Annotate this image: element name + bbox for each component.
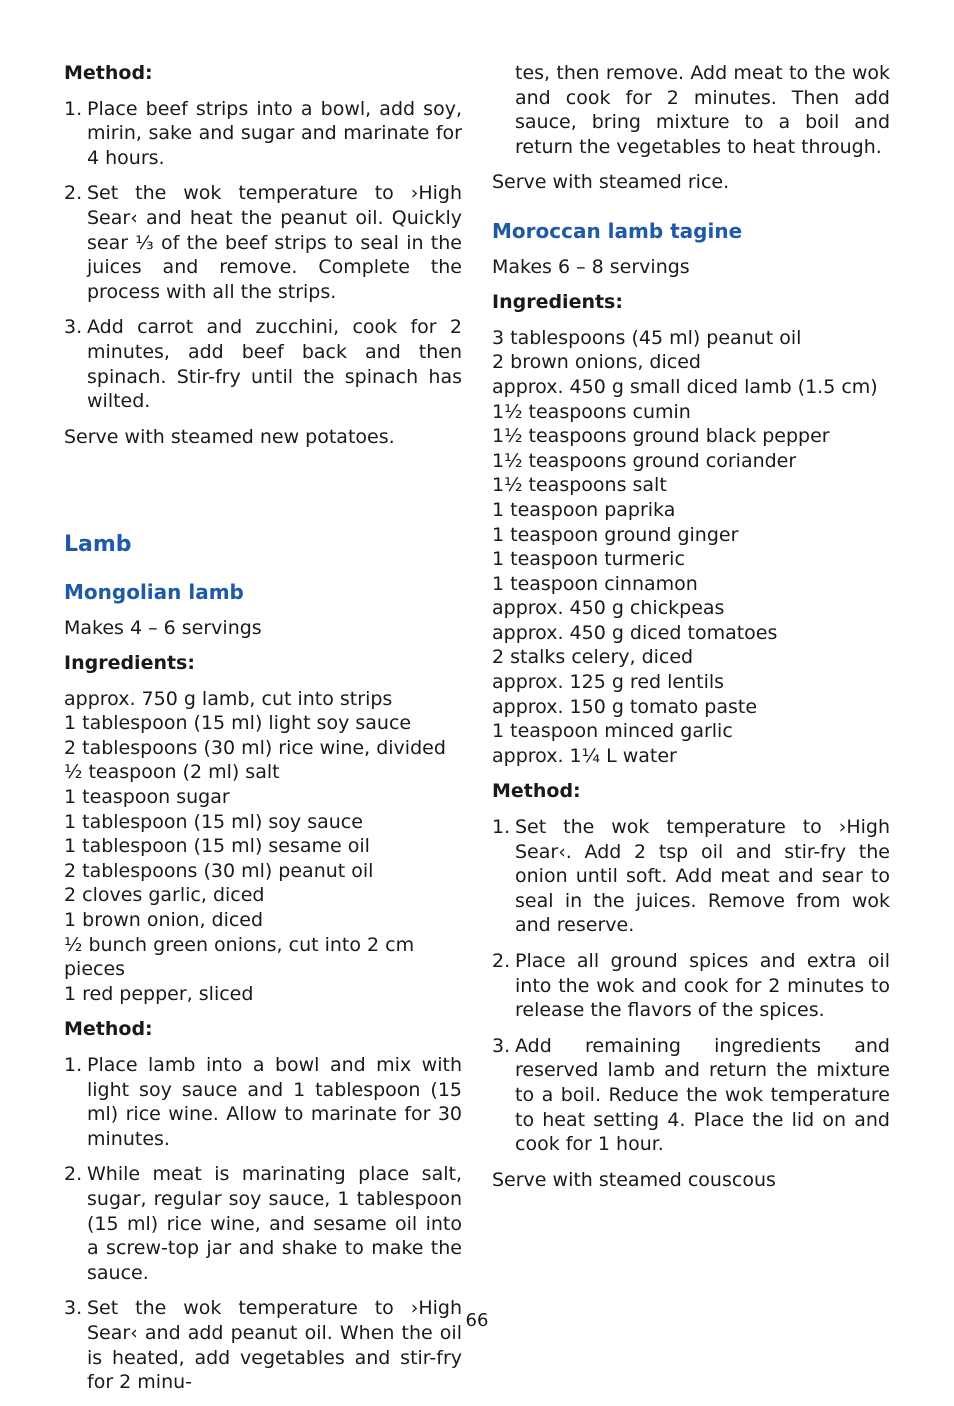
step-number: 2. — [492, 950, 511, 972]
step-number: 3. — [64, 316, 83, 339]
step-number: 1. — [64, 97, 83, 120]
ingredient-item: 1 tablespoon (15 ml) sesame oil — [64, 835, 370, 858]
ingredient-item: approx. 450 g small diced lamb (1.5 cm) — [492, 375, 878, 398]
method-step — [64, 181, 462, 304]
serving-note: Serve with steamed rice. — [492, 171, 730, 194]
method-step — [64, 1053, 462, 1151]
left-column — [64, 61, 462, 1406]
ingredient-item: 1 teaspoon sugar — [64, 786, 230, 809]
method-steps — [64, 1053, 462, 1395]
beef-serving-note: Serve with steamed new potatoes. — [64, 425, 395, 448]
ingredient-item: 1 tablespoon (15 ml) light soy sauce — [64, 712, 412, 735]
right-column — [492, 61, 890, 1203]
ingredient-item: approx. 450 g chickpeas — [492, 597, 725, 620]
ingredient-item: 2 cloves garlic, diced — [64, 884, 265, 907]
method-step — [492, 815, 890, 938]
beef-method-label: Method: — [64, 62, 153, 84]
ingredient-item: approx. 450 g diced tomatoes — [492, 621, 778, 644]
method-step — [64, 315, 462, 413]
step-text: Place lamb into a bowl and mix with light soy sauce and 1 tablespoon (15 ml) rice wine. Allow to marinate for 30 minutes. — [87, 1054, 462, 1150]
step-continuation: tes, then remove. Add meat to the wok and cook for 2 minutes. Then add sauce, bring mixture to a boil and return the vegetables to heat through. — [515, 62, 890, 158]
ingredient-item: 1½ teaspoons ground black pepper — [492, 425, 830, 448]
ingredient-item: 2 brown onions, diced — [492, 351, 701, 374]
recipe-title-mongolian-lamb: Mongolian lamb — [64, 579, 244, 604]
section-heading-lamb: Lamb — [64, 532, 132, 558]
ingredients-label: Ingredients: — [492, 291, 623, 314]
step-text: Add remaining ingredients and reserved lamb and return the mixture to a boil. Reduce the wok temperature to heat setting 4. Place the lid on and cook for 1 hour. — [515, 1034, 890, 1156]
method-step — [64, 1162, 462, 1285]
ingredient-item: approx. 1¼ L water — [492, 744, 677, 767]
ingredient-item: 1 teaspoon turmeric — [492, 548, 685, 571]
step-number: 2. — [64, 1163, 83, 1186]
step-text: Set the wok temperature to ›High Sear‹ and heat the peanut oil. Quickly sear ⅓ of the beef strips to seal in the juices and remove. Complete the process with all the strips. — [87, 182, 462, 303]
ingredient-item: ½ bunch green onions, cut into 2 cm pieces — [64, 933, 415, 981]
step-number: 3. — [492, 1034, 511, 1057]
method-step — [492, 1034, 890, 1157]
step-text: While meat is marinating place salt, sugar, regular soy sauce, 1 tablespoon (15 ml) rice wine, and sesame oil into a screw-top jar and shake to make the sauce. — [87, 1163, 462, 1284]
ingredient-item: 3 tablespoons (45 ml) peanut oil — [492, 326, 802, 349]
ingredient-item: 1½ teaspoons ground coriander — [492, 449, 797, 472]
step-number: 3. — [64, 1297, 83, 1320]
serving-note: Serve with steamed couscous — [492, 1168, 776, 1191]
ingredient-item: ½ teaspoon (2 ml) salt — [64, 761, 280, 784]
step-text: Place all ground spices and extra oil into the wok and cook for 2 minutes to release the flavors of the spices. — [515, 950, 890, 1022]
ingredient-item: 2 tablespoons (30 ml) rice wine, divided — [64, 736, 446, 759]
ingredients-label: Ingredients: — [64, 652, 195, 675]
step-text: Place beef strips into a bowl, add soy, mirin, sake and sugar and marinate for 4 hours. — [87, 97, 462, 169]
ingredient-item: 2 stalks celery, diced — [492, 646, 694, 669]
ingredient-item: 1 teaspoon ground ginger — [492, 523, 739, 546]
step-text: Set the wok temperature to ›High Sear‹. Add 2 tsp oil and stir-fry the onion until soft. Add meat and sear to seal in the juices. Remove from wok and reserve. — [515, 816, 890, 937]
method-steps — [492, 815, 890, 1157]
ingredient-item: 1 tablespoon (15 ml) soy sauce — [64, 810, 363, 833]
method-label: Method: — [64, 1018, 153, 1041]
ingredient-item: approx. 125 g red lentils — [492, 671, 725, 694]
step-number: 1. — [492, 816, 511, 839]
ingredient-list — [492, 326, 890, 769]
step-number: 2. — [64, 182, 83, 205]
ingredient-item: approx. 150 g tomato paste — [492, 695, 758, 718]
method-step — [64, 97, 462, 171]
ingredient-item: 1 red pepper, sliced — [64, 982, 254, 1005]
servings: Makes 4 – 6 servings — [64, 616, 262, 639]
step-text: Set the wok temperature to ›High Sear‹ and add peanut oil. When the oil is heated, add vegetables and stir-fry for 2 minu- — [87, 1297, 462, 1394]
ingredient-list — [64, 687, 462, 1007]
method-step — [492, 949, 890, 1023]
ingredient-item: 1 teaspoon cinnamon — [492, 572, 698, 595]
ingredient-item: approx. 750 g lamb, cut into strips — [64, 687, 393, 710]
servings: Makes 6 – 8 servings — [492, 255, 690, 278]
ingredient-item: 1½ teaspoons cumin — [492, 400, 691, 423]
ingredient-item: 2 tablespoons (30 ml) peanut oil — [64, 859, 374, 882]
recipe-title-moroccan-lamb-tagine: Moroccan lamb tagine — [492, 218, 743, 243]
step-number: 1. — [64, 1054, 83, 1076]
step-text: Add carrot and zucchini, cook for 2 minutes, add beef back and then spinach. Stir-fry until the spinach has wilted. — [87, 316, 462, 413]
ingredient-item: 1 brown onion, diced — [64, 909, 264, 932]
method-label: Method: — [492, 780, 581, 803]
ingredient-item: 1½ teaspoons salt — [492, 474, 667, 497]
ingredient-item: 1 teaspoon paprika — [492, 498, 676, 521]
beef-method-steps — [64, 97, 462, 414]
ingredient-item: 1 teaspoon minced garlic — [492, 720, 733, 743]
page-number: 66 — [465, 1310, 489, 1331]
